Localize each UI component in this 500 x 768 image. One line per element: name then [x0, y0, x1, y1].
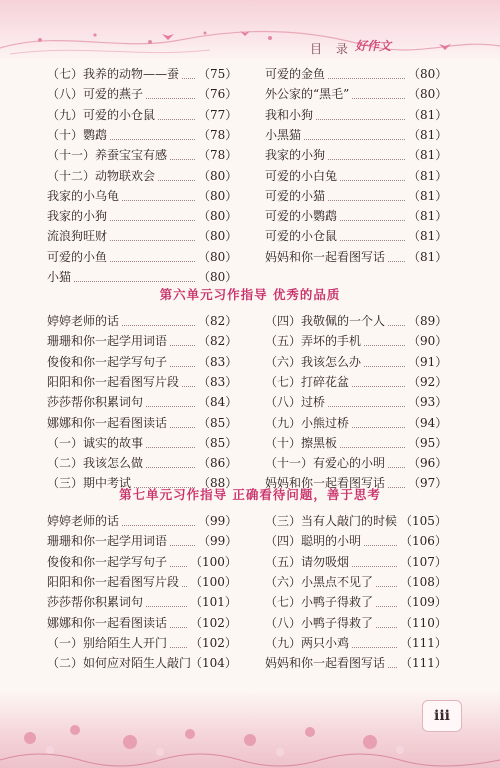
toc-entry-title: （九）小熊过桥 — [265, 415, 350, 430]
toc-entry-title: 可爱的小仓鼠 — [265, 229, 338, 244]
toc-leader-dots — [304, 139, 405, 140]
toc-entry — [265, 413, 447, 433]
toc-leader-dots — [364, 345, 405, 346]
toc-entry-title: 可爱的小白兔 — [265, 168, 338, 183]
toc-leader-dots — [170, 545, 195, 546]
toc-entry — [265, 145, 447, 165]
toc-entry-title: （六）小黑点不见了 — [265, 574, 374, 589]
toc-entry-page: （81） — [408, 168, 448, 183]
toc-leader-dots — [182, 78, 195, 79]
toc-entry — [47, 84, 237, 104]
toc-entry-title: 婷婷老师的话 — [47, 514, 120, 528]
toc-entry — [265, 592, 447, 612]
toc-entry-title: 妈妈和你一起看图写话 — [265, 249, 386, 264]
section-title: 第七单元习作指导 正确看待问题，善于思考 — [119, 487, 381, 502]
toc-entry — [265, 453, 447, 473]
toc-entry-title: （四）我敬佩的一个人 — [265, 314, 386, 328]
toc-entry — [265, 572, 447, 592]
toc-entry-page: （81） — [408, 107, 448, 122]
toc-leader-dots — [170, 366, 195, 367]
toc-entry-page: （77） — [198, 107, 238, 122]
toc-entry — [47, 105, 237, 125]
toc-entry-title: （一）诚实的故事 — [47, 435, 144, 450]
toc-entry — [265, 166, 447, 186]
toc-leader-dots — [182, 386, 195, 387]
toc-entry — [47, 226, 237, 246]
toc-entry-page: （81） — [408, 148, 448, 163]
toc-leader-dots — [170, 159, 195, 160]
toc-entry-page: （78） — [198, 127, 238, 142]
toc-entry-page: （80） — [198, 209, 238, 224]
toc-leader-dots — [376, 586, 397, 587]
toc-entry-page: （100） — [190, 554, 237, 569]
toc-entry — [265, 331, 447, 351]
toc-entry-page: （91） — [408, 354, 448, 369]
toc-entry-title: 我家的小狗 — [47, 209, 108, 224]
toc-leader-dots — [388, 467, 405, 468]
toc-leader-dots — [182, 586, 187, 587]
toc-entry-page: （88） — [198, 476, 238, 491]
toc-entry-title: （五）弄坏的手机 — [265, 334, 362, 349]
toc-leader-dots — [376, 627, 397, 628]
toc-entry-page: （104） — [190, 656, 237, 671]
toc-leader-dots — [158, 119, 195, 120]
toc-entry-page: （81） — [408, 188, 448, 203]
toc-entry-title: 妈妈和你一起看图写话 — [265, 476, 386, 491]
toc-entry-title: （九）可爱的小仓鼠 — [47, 107, 156, 122]
toc-entry — [47, 572, 237, 592]
toc-entry-page: （97） — [408, 476, 448, 491]
toc-entry — [47, 166, 237, 186]
toc-leader-dots — [328, 159, 405, 160]
toc-entry-page: （96） — [408, 456, 448, 471]
toc-entry-title: （三）期中考试 — [47, 476, 132, 491]
toc-entry-page: （99） — [198, 534, 238, 549]
toc-leader-dots — [352, 566, 397, 567]
toc-entry-title: 俊俊和你一起学写句子 — [47, 354, 168, 369]
toc-leader-dots — [122, 200, 195, 201]
toc-entry-title: （二）我该怎么做 — [47, 456, 144, 471]
toc-entry-title: 阳阳和你一起看图写片段 — [47, 374, 180, 389]
toc-entry-title: 可爱的小鹦鹉 — [265, 209, 338, 224]
toc-entry — [47, 311, 237, 331]
toc-entry-page: （80） — [198, 270, 238, 284]
toc-entry-page: （75） — [198, 67, 238, 81]
toc-entry — [47, 206, 237, 226]
toc-entry — [265, 186, 447, 206]
toc-leader-dots — [170, 627, 187, 628]
toc-leader-dots — [146, 467, 195, 468]
toc-entry-title: （一）别给陌生人开门 — [47, 635, 168, 650]
toc-leader-dots — [364, 545, 397, 546]
toc-entry-page: （76） — [198, 87, 238, 102]
toc-leader-dots — [110, 220, 195, 221]
toc-entry-page: （80） — [198, 168, 238, 183]
toc-entry — [47, 186, 237, 206]
toc-entry — [47, 125, 237, 145]
section-title: 第六单元习作指导 优秀的品质 — [159, 287, 341, 302]
toc-entry-page: （83） — [198, 354, 238, 369]
toc-entry — [265, 84, 447, 104]
toc-entry-page: （110） — [400, 615, 447, 630]
toc-entry-title: 可爱的小猫 — [265, 188, 326, 203]
toc-entry-page: （100） — [190, 574, 237, 589]
toc-entry-page: （106） — [400, 534, 447, 549]
toc-entry-title: 可爱的小鱼 — [47, 249, 108, 264]
toc-entry — [265, 247, 447, 267]
toc-leader-dots — [388, 325, 405, 326]
toc-entry — [47, 613, 237, 633]
page-number: iii — [422, 700, 462, 732]
toc-entry-page: （80） — [408, 67, 448, 81]
toc-entry-title: （十二）动物联欢会 — [47, 168, 156, 183]
toc-leader-dots — [110, 139, 195, 140]
toc-entry-title: （七）打碎花盆 — [265, 374, 350, 389]
toc-entry-page: （101） — [190, 595, 237, 610]
toc-leader-dots — [340, 240, 405, 241]
toc-entry-page: （80） — [408, 87, 448, 102]
toc-leader-dots — [352, 427, 405, 428]
toc-entry — [47, 433, 237, 453]
toc-leader-dots — [340, 220, 405, 221]
toc-entry-page: （109） — [400, 595, 447, 610]
toc-entry-title: 珊珊和你一起学用词语 — [47, 334, 168, 349]
toc-leader-dots — [352, 386, 405, 387]
toc-leader-dots — [376, 606, 397, 607]
toc-entry-title: 可爱的金鱼 — [265, 67, 326, 81]
toc-entry-title: 莎莎帮你积累词句 — [47, 395, 144, 410]
toc-entry-title: （七）小鸭子得救了 — [265, 595, 374, 610]
toc-leader-dots — [158, 180, 195, 181]
toc-entry-page: （107） — [400, 554, 447, 569]
toc-entry — [265, 433, 447, 453]
toc-entry — [47, 372, 237, 392]
toc-entry-page: （90） — [408, 334, 448, 349]
toc-leader-dots — [328, 200, 405, 201]
toc-entry-title: （七）我养的动物——蚕 — [47, 67, 180, 81]
toc-entry-page: （93） — [408, 395, 448, 410]
toc-entry-title: 俊俊和你一起学写句子 — [47, 554, 168, 569]
toc-entry-page: （108） — [400, 574, 447, 589]
toc-leader-dots — [146, 406, 195, 407]
toc-entry — [265, 531, 447, 551]
toc-entry-title: 小猫 — [47, 270, 72, 284]
toc-entry — [265, 613, 447, 633]
toc-entry-title: 阳阳和你一起看图写片段 — [47, 574, 180, 589]
toc-leader-dots — [328, 78, 405, 79]
toc-entry-title: 珊珊和你一起学用词语 — [47, 534, 168, 549]
toc-entry — [265, 653, 447, 673]
toc-entry-page: （80） — [198, 229, 238, 244]
toc-entry — [47, 453, 237, 473]
toc-entry-title: （八）可爱的燕子 — [47, 87, 144, 102]
toc-leader-dots — [170, 647, 187, 648]
toc-entry-title: 外公家的“黑毛” — [265, 87, 350, 102]
toc-entry — [47, 352, 237, 372]
toc-entry — [265, 633, 447, 653]
toc-entry-title: 小黑猫 — [265, 127, 302, 142]
toc-entry — [47, 531, 237, 551]
toc-entry — [47, 552, 237, 572]
toc-entry-title: 我家的小乌龟 — [47, 188, 120, 203]
toc-entry — [265, 226, 447, 246]
toc-entry-page: （102） — [190, 615, 237, 630]
toc-entry — [265, 511, 447, 531]
toc-entry-page: （102） — [190, 635, 237, 650]
toc-entry-page: （111） — [400, 656, 447, 671]
toc-leader-dots — [170, 566, 187, 567]
toc-entry-page: （81） — [408, 249, 448, 264]
toc-entry — [265, 552, 447, 572]
toc-leader-dots — [110, 240, 195, 241]
toc-entry-title: 婷婷老师的话 — [47, 314, 120, 328]
toc-entry — [265, 311, 447, 331]
toc-entry-title: 娜娜和你一起看图读话 — [47, 615, 168, 630]
toc-entry-title: 我和小狗 — [265, 107, 314, 122]
toc-entry-page: （92） — [408, 374, 448, 389]
toc-entry — [265, 206, 447, 226]
toc-entry-title: （四）聪明的小明 — [265, 534, 362, 549]
toc-entry — [47, 413, 237, 433]
toc-leader-dots — [110, 261, 195, 262]
toc-entry — [47, 653, 237, 673]
toc-leader-dots — [388, 667, 397, 668]
toc-entry-title: （六）我该怎么办 — [265, 354, 362, 369]
toc-entry-page: （105） — [400, 514, 447, 528]
toc-entry — [265, 105, 447, 125]
toc-entry-title: 娜娜和你一起看图读话 — [47, 415, 168, 430]
toc-entry-title: （三）当有人敲门的时候 — [265, 514, 398, 528]
toc-entry-page: （83） — [198, 374, 238, 389]
toc-leader-dots — [146, 98, 195, 99]
toc-entry — [265, 352, 447, 372]
toc-entry-title: （五）请勿吸烟 — [265, 554, 350, 569]
toc-entry-title: 流浪狗旺财 — [47, 229, 108, 244]
toc-leader-dots — [146, 606, 187, 607]
toc-entry-page: （85） — [198, 415, 238, 430]
toc-entry-page: （78） — [198, 148, 238, 163]
toc-entry-title: 莎莎帮你积累词句 — [47, 595, 144, 610]
toc-leader-dots — [352, 647, 397, 648]
toc-leader-dots — [388, 261, 405, 262]
toc-entry-title: （十一）养蚕宝宝有感 — [47, 148, 168, 163]
toc-entry-page: （111） — [400, 635, 447, 650]
toc-entry-title: （八）小鸭子得救了 — [265, 615, 374, 630]
toc-leader-dots — [170, 345, 195, 346]
toc-leader-dots — [340, 447, 405, 448]
toc-entry-title: 妈妈和你一起看图写话 — [265, 656, 386, 671]
toc-entry-page: （81） — [408, 127, 448, 142]
toc-entry-page: （81） — [408, 229, 448, 244]
toc-entry-page: （85） — [198, 435, 238, 450]
toc-entry — [47, 267, 237, 287]
toc-entry — [47, 511, 237, 531]
toc-entry — [265, 392, 447, 412]
toc-leader-dots — [74, 281, 195, 282]
toc-entry — [47, 145, 237, 165]
toc-entry — [47, 592, 237, 612]
toc-entry-page: （99） — [198, 514, 238, 528]
toc-entry-page: （81） — [408, 209, 448, 224]
toc-leader-dots — [352, 98, 405, 99]
toc-entry — [265, 64, 447, 84]
toc-entry-page: （94） — [408, 415, 448, 430]
toc-leader-dots — [170, 427, 195, 428]
toc-entry-title: （八）过桥 — [265, 395, 326, 410]
toc-entry — [47, 633, 237, 653]
toc-entry-page: （82） — [198, 314, 238, 328]
toc-entry — [47, 331, 237, 351]
toc-entry-page: （80） — [198, 188, 238, 203]
toc-entry-page: （84） — [198, 395, 238, 410]
toc-leader-dots — [146, 447, 195, 448]
toc-entry-title: （十一）有爱心的小明 — [265, 456, 386, 471]
header-brand: 好作文 — [355, 39, 392, 53]
toc-entry-title: （十）鹦鹉 — [47, 127, 108, 142]
toc-entry — [47, 64, 237, 84]
page-title: 目 录 — [310, 42, 353, 56]
toc-entry-title: （十）擦黑板 — [265, 435, 338, 450]
toc-entry — [47, 247, 237, 267]
toc-entry-page: （95） — [408, 435, 448, 450]
toc-entry-title: （二）如何应对陌生人敲门 — [47, 656, 192, 671]
toc-leader-dots — [364, 366, 405, 367]
toc-leader-dots — [340, 180, 405, 181]
toc-leader-dots — [122, 325, 195, 326]
toc-entry — [265, 372, 447, 392]
toc-entry-page: （89） — [408, 314, 448, 328]
toc-entry — [47, 392, 237, 412]
toc-entry-page: （82） — [198, 334, 238, 349]
toc-entry-title: （九）两只小鸡 — [265, 635, 350, 650]
toc-entry-page: （86） — [198, 456, 238, 471]
toc-entry-page: （80） — [198, 249, 238, 264]
toc-leader-dots — [328, 406, 405, 407]
toc-entry-title: 我家的小狗 — [265, 148, 326, 163]
toc-leader-dots — [316, 119, 405, 120]
toc-entry — [265, 125, 447, 145]
toc-leader-dots — [122, 525, 195, 526]
